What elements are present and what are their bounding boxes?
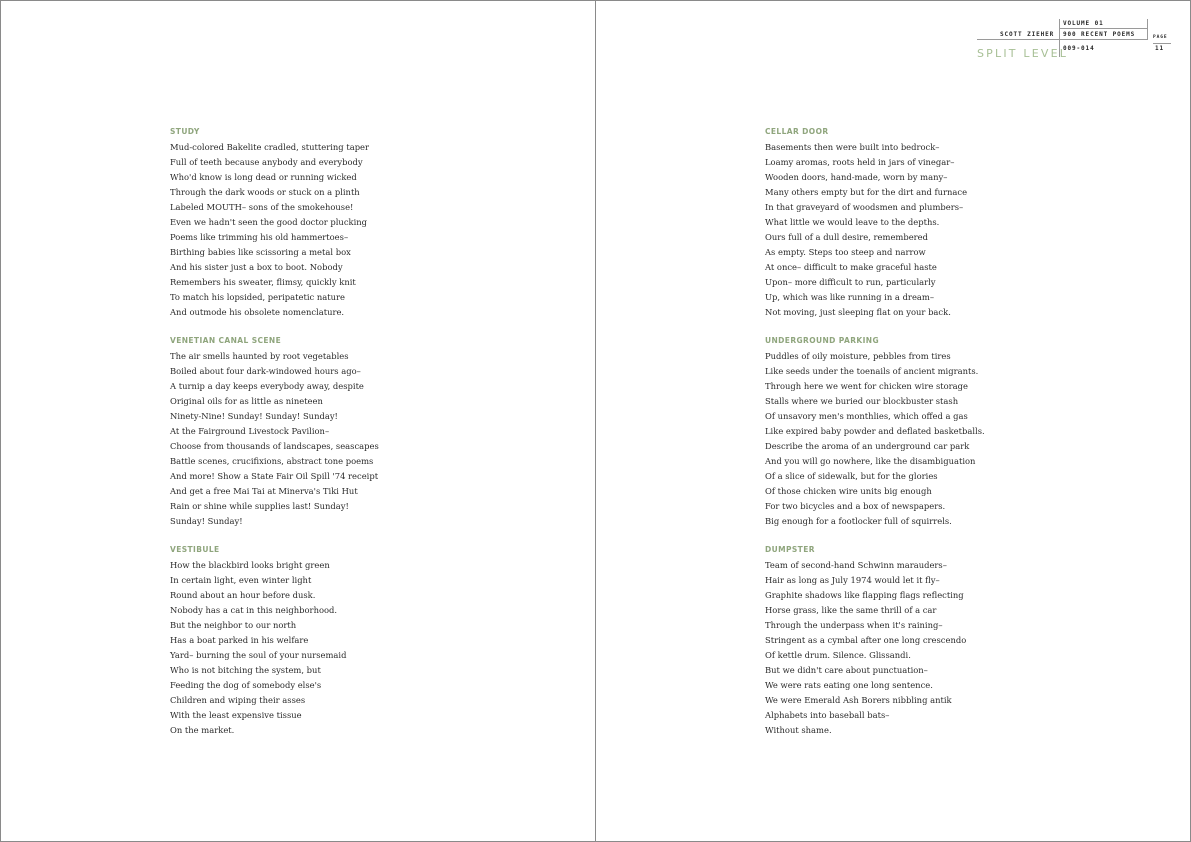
poem-line: As empty. Steps too steep and narrow (765, 247, 926, 257)
poem-line: Children and wiping their asses (170, 695, 306, 705)
poem-title: VENETIAN CANAL SCENE (170, 336, 282, 345)
poem-line: In that graveyard of woodsmen and plumbers– (765, 202, 964, 212)
poem-line: Through the underpass when it's raining– (765, 620, 943, 630)
poem-line: Like seeds under the toenails of ancient migrants. (765, 366, 979, 376)
poem-line: How the blackbird looks bright green (170, 560, 330, 570)
poem-line: Choose from thousands of landscapes, seascapes (170, 441, 379, 451)
poem-line: Alphabets into baseball bats– (765, 710, 890, 720)
poem-line: Hair as long as July 1974 would let it fly– (765, 575, 940, 585)
poem-line: In certain light, even winter light (170, 575, 312, 585)
poem-line: Puddles of oily moisture, pebbles from tires (765, 351, 951, 361)
poem (170, 543, 379, 738)
brand-wordmark: SPLIT LEVEL (977, 47, 1069, 60)
poem-line: Without shame. (765, 725, 832, 735)
poem-line: Upon– more difficult to run, particularly (765, 277, 936, 287)
poem-line: Yard– burning the soul of your nursemaid (170, 650, 347, 660)
poem-line: Labeled MOUTH– sons of the smokehouse! (170, 202, 354, 212)
page-number: 11 (1155, 45, 1165, 52)
header-rule (977, 39, 1147, 40)
right-poems (765, 125, 985, 752)
poem-line: Ninety-Nine! Sunday! Sunday! Sunday! (170, 411, 338, 421)
poem-line: Many others empty but for the dirt and furnace (765, 187, 968, 197)
poem-line: On the market. (170, 725, 235, 735)
page-header (977, 19, 1177, 65)
poem-title: UNDERGROUND PARKING (765, 336, 880, 345)
poem-line: But the neighbor to our north (170, 620, 297, 630)
poem-line: With the least expensive tissue (170, 710, 302, 720)
poem-line: Like expired baby powder and deflated basketballs. (765, 426, 985, 436)
poem-line: Boiled about four dark-windowed hours ago– (170, 366, 361, 376)
poem-line: Original oils for as little as nineteen (170, 396, 323, 406)
poem-line: The air smells haunted by root vegetables (170, 351, 349, 361)
poem-line: Round about an hour before dusk. (170, 590, 316, 600)
poem-line: Team of second-hand Schwinn marauders– (765, 560, 947, 570)
poem-line: A turnip a day keeps everybody away, despite (170, 381, 364, 391)
poem-line: And get a free Mai Tai at Minerva's Tiki Hut (170, 486, 358, 496)
poem-line: Who is not bitching the system, but (170, 665, 321, 675)
poem-line: We were rats eating one long sentence. (765, 680, 933, 690)
poem-line: Big enough for a footlocker full of squirrels. (765, 516, 952, 526)
poem (765, 543, 985, 738)
poem-line: And more! Show a State Fair Oil Spill '74 receipt (170, 471, 379, 481)
poem-line: Nobody has a cat in this neighborhood. (170, 605, 338, 615)
poem-line: And his sister just a box to boot. Nobody (170, 262, 343, 272)
poem-line: Has a boat parked in his welfare (170, 635, 309, 645)
header-divider-vertical (1147, 19, 1148, 40)
poem-line: Battle scenes, crucifixions, abstract tone poems (170, 456, 374, 466)
poem-line: At once– difficult to make graceful haste (765, 262, 937, 272)
poem-line: Even we hadn't seen the good doctor plucking (170, 217, 368, 227)
poem-line: Describe the aroma of an underground car park (765, 441, 970, 451)
poem-line: Of kettle drum. Silence. Glissandi. (765, 650, 911, 660)
left-page (1, 1, 596, 841)
poem-line: We were Emerald Ash Borers nibbling antik (765, 695, 952, 705)
poem-line: Sunday! Sunday! (170, 516, 243, 526)
poem-line: For two bicycles and a box of newspapers. (765, 501, 946, 511)
poem (765, 125, 985, 320)
poem-title: CELLAR DOOR (765, 127, 829, 136)
poem-line: Through the dark woods or stuck on a plinth (170, 187, 360, 197)
poem-line: Stringent as a cymbal after one long crescendo (765, 635, 967, 645)
poem-line: Not moving, just sleeping flat on your back. (765, 307, 951, 317)
poem-line: But we didn't care about punctuation– (765, 665, 928, 675)
poem-title: DUMPSTER (765, 545, 815, 554)
poem-line: Of a slice of sidewalk, but for the glories (765, 471, 938, 481)
poem-line: Stalls where we buried our blockbuster stash (765, 396, 959, 406)
poem-line: Horse grass, like the same thrill of a car (765, 605, 937, 615)
poem-line: Graphite shadows like flapping flags reflecting (765, 590, 964, 600)
poem-range: 009-014 (1063, 45, 1095, 52)
header-rule (1059, 28, 1147, 29)
poem-line: To match his lopsided, peripatetic nature (170, 292, 345, 302)
author-name: SCOTT ZIEHER (1000, 31, 1055, 38)
poem-line: Loamy aromas, roots held in jars of vinegar– (765, 157, 955, 167)
left-poems (170, 125, 379, 752)
right-page (597, 1, 1191, 841)
poem (170, 334, 379, 529)
collection-title: 900 RECENT POEMS (1063, 31, 1136, 38)
header-rule (1153, 43, 1171, 44)
poem-line: Full of teeth because anybody and everybody (170, 157, 363, 167)
poem-line: Feeding the dog of somebody else's (170, 680, 322, 690)
poem (765, 334, 985, 529)
poem-line: Rain or shine while supplies last! Sunday! (170, 501, 349, 511)
volume-label: VOLUME 01 (1063, 20, 1104, 27)
poem-line: Poems like trimming his old hammertoes– (170, 232, 349, 242)
poem-title: STUDY (170, 127, 200, 136)
poem-line: Wooden doors, hand-made, worn by many– (765, 172, 948, 182)
poem-title: VESTIBULE (170, 545, 220, 554)
poem-line: And outmode his obsolete nomenclature. (170, 307, 345, 317)
poem-line: Through here we went for chicken wire storage (765, 381, 968, 391)
poem-line: Mud-colored Bakelite cradled, stuttering taper (170, 142, 370, 152)
poem-line: Of unsavory men's monthlies, which offed a gas (765, 411, 968, 421)
page-label: PAGE (1153, 35, 1168, 40)
poem-line: Up, which was like running in a dream– (765, 292, 935, 302)
poem-line: And you will go nowhere, like the disambiguation (765, 456, 976, 466)
poem-line: What little we would leave to the depths. (765, 217, 940, 227)
poem-line: Who'd know is long dead or running wicked (170, 172, 357, 182)
poem-line: Basements then were built into bedrock– (765, 142, 940, 152)
poem-line: Ours full of a dull desire, remembered (765, 232, 928, 242)
poem (170, 125, 379, 320)
poem-line: Birthing babies like scissoring a metal box (170, 247, 351, 257)
poem-line: Of those chicken wire units big enough (765, 486, 932, 496)
poem-line: At the Fairground Livestock Pavilion– (170, 426, 330, 436)
poem-line: Remembers his sweater, flimsy, quickly knit (170, 277, 356, 287)
